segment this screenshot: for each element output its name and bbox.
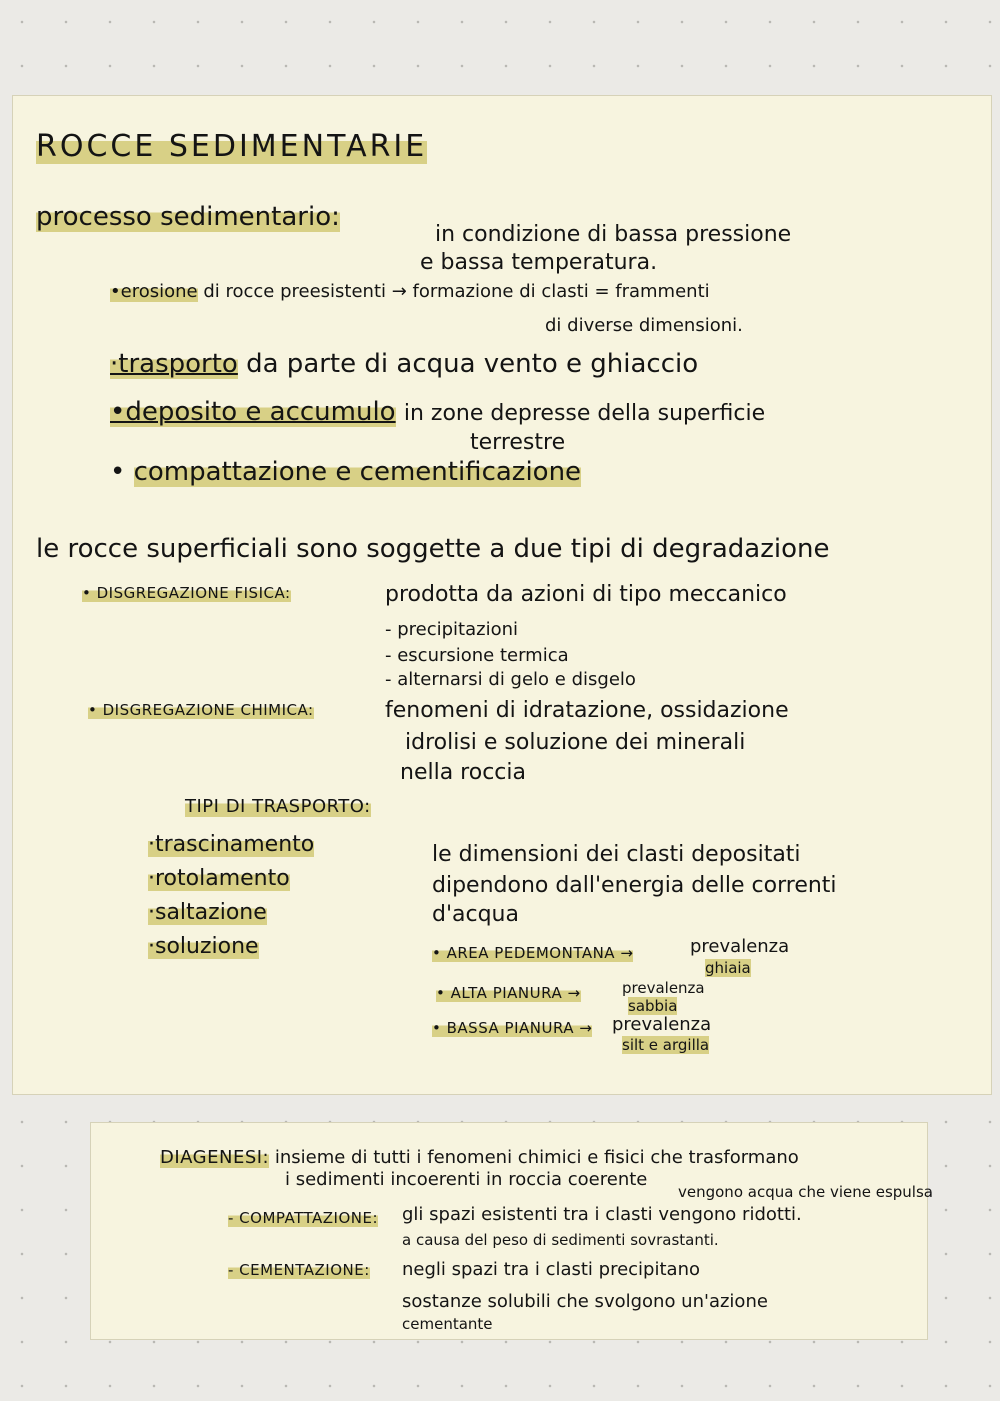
step-trasporto	[110, 350, 698, 380]
degradazione-intro: le rocce superficiali sono soggette a due tipi di degradazione	[36, 534, 830, 564]
disgregazione-chimica-label	[88, 702, 314, 719]
diagenesi-line2: i sedimenti incoerenti in roccia coerente	[285, 1169, 648, 1190]
trasporto-type-text: ·trascinamento	[148, 832, 315, 857]
area-label: • AREA PEDEMONTANA →	[432, 944, 634, 962]
area-result: prevalenza	[690, 936, 790, 957]
step-text: in zone depresse della superficie	[403, 401, 766, 426]
compattazione-text1: gli spazi esistenti tra i clasti vengono ridotti.	[402, 1204, 802, 1225]
area-result: prevalenza	[612, 1014, 712, 1035]
compattazione-label	[228, 1210, 378, 1227]
diagenesi-line1	[160, 1148, 799, 1169]
compattazione-label-text: - COMPATTAZIONE:	[228, 1209, 379, 1227]
title-text: ROCCE SEDIMENTARIE	[36, 129, 428, 164]
step-bullet: •	[110, 457, 126, 487]
cementazione-text1: negli spazi tra i clasti precipitano	[402, 1259, 700, 1280]
trasporto-note3: d'acqua	[432, 902, 519, 927]
area-result-text: ghiaia	[705, 959, 751, 977]
step-deposito	[110, 398, 765, 428]
diagenesi-text1: insieme di tutti i fenomeni chimici e fisici che trasformano	[274, 1147, 799, 1168]
area-result	[622, 1037, 709, 1054]
trasporto-type	[148, 934, 259, 959]
step-erosione	[110, 282, 710, 303]
step-compattazione	[110, 458, 581, 488]
step-text: compattazione e cementificazione	[133, 457, 582, 487]
disgregazione-fisica-label	[82, 585, 291, 602]
trasporto-heading-text: TIPI DI TRASPORTO:	[185, 796, 371, 817]
trasporto-type-text: ·saltazione	[148, 900, 267, 925]
diagenesi-label: DIAGENESI:	[160, 1147, 270, 1168]
processo-label	[36, 203, 340, 233]
step-label: •erosione	[110, 281, 198, 302]
trasporto-heading	[185, 797, 371, 818]
chimica-text3: nella roccia	[400, 760, 526, 785]
area-result: prevalenza	[622, 979, 705, 997]
cementazione-label-text: - CEMENTAZIONE:	[228, 1261, 370, 1279]
area-label: • BASSA PIANURA →	[432, 1019, 593, 1037]
area-result-text: sabbia	[628, 997, 678, 1015]
disgregazione-fisica-text: prodotta da azioni di tipo meccanico	[385, 582, 787, 607]
step-deposito-cont: terrestre	[470, 430, 566, 455]
area-label: • ALTA PIANURA →	[436, 984, 581, 1002]
page-title	[36, 130, 427, 165]
fisica-item: - alternarsi di gelo e disgelo	[385, 669, 636, 690]
step-text: di rocce preesistenti → formazione di clasti = frammenti	[203, 281, 710, 302]
chimica-text2: idrolisi e soluzione dei minerali	[405, 730, 746, 755]
fisica-item: - precipitazioni	[385, 619, 519, 640]
chimica-label-text: • DISGREGAZIONE CHIMICA:	[88, 701, 314, 719]
trasporto-type	[148, 866, 290, 891]
cementazione-text2: sostanze solubili che svolgono un'azione	[402, 1291, 768, 1312]
trasporto-type	[148, 900, 267, 925]
processo-label-text: processo sedimentario:	[36, 202, 340, 232]
area-bassa-pianura	[432, 1020, 592, 1037]
trasporto-type	[148, 832, 314, 857]
trasporto-type-text: ·rotolamento	[148, 866, 290, 891]
processo-desc1: in condizione di bassa pressione	[435, 222, 792, 247]
step-text: da parte di acqua vento e ghiaccio	[246, 349, 699, 379]
step-label: •deposito e accumulo	[110, 397, 396, 427]
trasporto-note1: le dimensioni dei clasti depositati	[432, 842, 801, 867]
compattazione-note: vengono acqua che viene espulsa	[678, 1183, 933, 1201]
step-erosione-cont: di diverse dimensioni.	[545, 315, 743, 336]
area-result-text: silt e argilla	[622, 1036, 710, 1054]
area-alta-pianura	[436, 985, 581, 1002]
trasporto-type-text: ·soluzione	[148, 934, 259, 959]
area-result	[705, 960, 751, 977]
step-label: ·trasporto	[110, 349, 238, 379]
trasporto-note2: dipendono dall'energia delle correnti	[432, 873, 837, 898]
fisica-label-text: • DISGREGAZIONE FISICA:	[82, 584, 291, 602]
processo-desc2: e bassa temperatura.	[420, 250, 658, 275]
area-result	[628, 998, 677, 1015]
compattazione-text2: a causa del peso di sedimenti sovrastanti.	[402, 1231, 719, 1249]
fisica-item: - escursione termica	[385, 645, 569, 666]
chimica-text1: fenomeni di idratazione, ossidazione	[385, 698, 789, 723]
cementazione-text3: cementante	[402, 1315, 493, 1333]
area-pedemontana	[432, 945, 633, 962]
cementazione-label	[228, 1262, 370, 1279]
